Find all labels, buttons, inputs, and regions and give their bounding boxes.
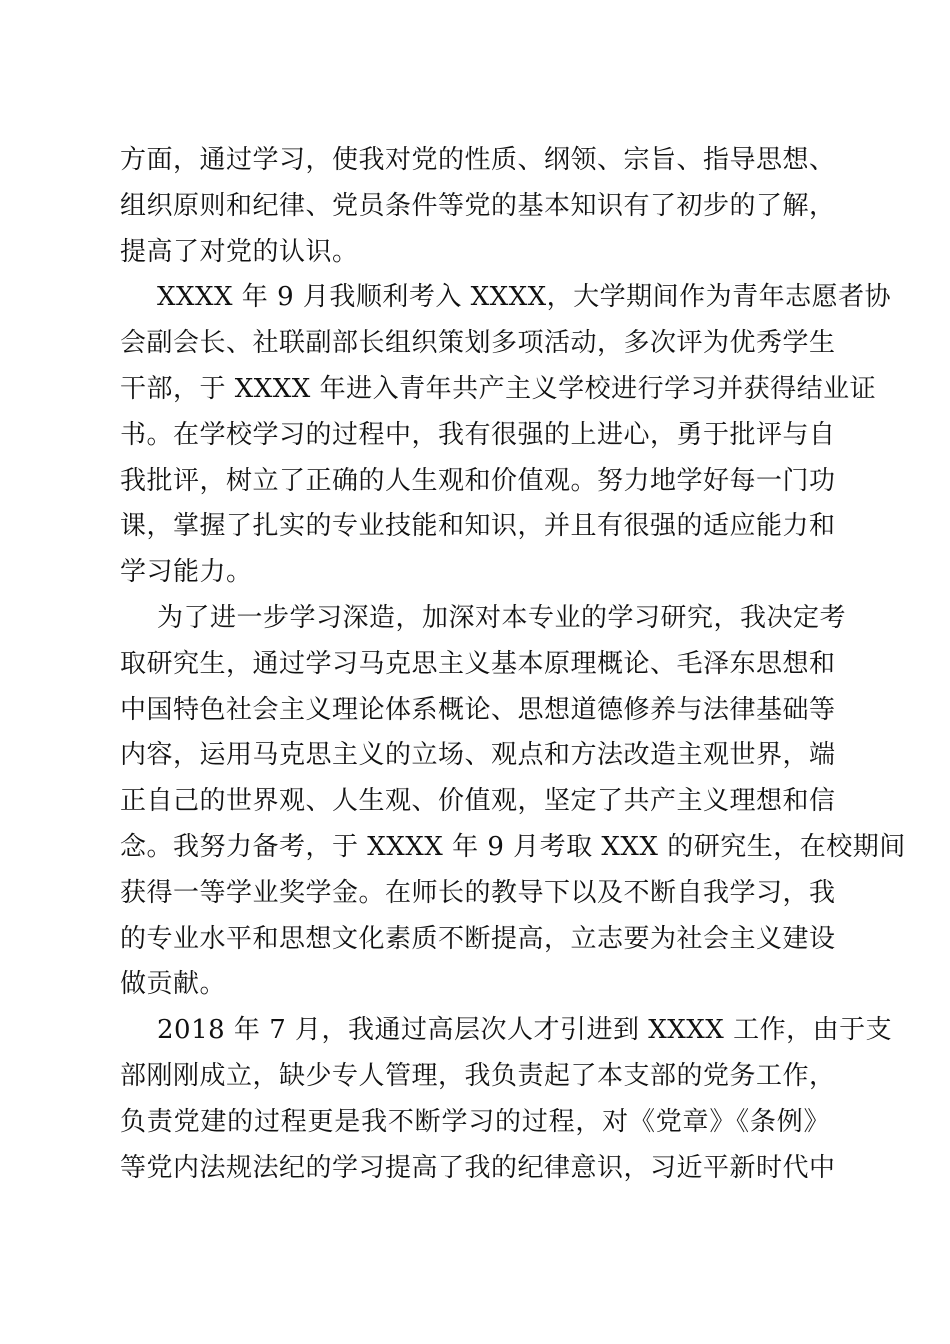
paragraph-3-line-8: 的专业水平和思想文化素质不断提高，立志要为社会主义建设: [120, 923, 836, 954]
paragraph-2-line-3: 干部，于 XXXX 年进入青年共产主义学校进行学习并获得结业证: [120, 373, 877, 404]
paragraph-1-line-2: 组织原则和纪律、党员条件等党的基本知识有了初步的了解，: [120, 190, 836, 221]
paragraph-3-line-4: 内容，运用马克思主义的立场、观点和方法改造主观世界，端: [120, 740, 836, 771]
paragraph-4-line-3: 负责党建的过程更是我不断学习的过程，对《党章》《条例》: [120, 1106, 830, 1137]
paragraph-3-line-3: 中国特色社会主义理论体系概论、思想道德修养与法律基础等: [120, 694, 836, 725]
paragraph-2-line-4: 书。在学校学习的过程中，我有很强的上进心，勇于批评与自: [120, 419, 836, 450]
paragraph-2-line-6: 课，掌握了扎实的专业技能和知识，并且有很强的适应能力和: [120, 511, 836, 542]
paragraph-2-line-5: 我批评，树立了正确的人生观和价值观。努力地学好每一门功: [120, 465, 836, 496]
paragraph-2-line-7: 学习能力。: [120, 557, 253, 588]
paragraph-4-line-4: 等党内法规法纪的学习提高了我的纪律意识，习近平新时代中: [120, 1152, 836, 1183]
paragraph-1-line-1: 方面，通过学习，使我对党的性质、纲领、宗旨、指导思想、: [120, 145, 836, 175]
paragraph-3-line-7: 获得一等学业奖学金。在师长的教导下以及不断自我学习，我: [120, 877, 836, 908]
paragraph-2-line-1: XXXX 年 9 月我顺利考入 XXXX，大学期间作为青年志愿者协: [157, 282, 892, 313]
paragraph-3-line-5: 正自己的世界观、人生观、价值观，坚定了共产主义理想和信: [120, 786, 836, 817]
paragraph-4-line-1: 2018 年 7 月，我通过高层次人才引进到 XXXX 工作，由于支: [157, 1015, 893, 1046]
document-body: [120, 138, 906, 1191]
paragraph-3-line-1: 为了进一步学习深造，加深对本专业的学习研究，我决定考: [157, 602, 847, 633]
paragraph-3-line-2: 取研究生，通过学习马克思主义基本原理概论、毛泽东思想和: [120, 648, 836, 679]
paragraph-2-line-2: 会副会长、社联副部长组织策划多项活动，多次评为优秀学生: [120, 328, 836, 359]
paragraph-3-line-6: 念。我努力备考，于 XXXX 年 9 月考取 XXX 的研究生，在校期间: [120, 831, 906, 862]
paragraph-1-line-3: 提高了对党的认识。: [120, 236, 359, 267]
paragraph-3-line-9: 做贡献。: [120, 969, 227, 1000]
paragraph-4-line-2: 部刚刚成立，缺少专人管理，我负责起了本支部的党务工作，: [120, 1060, 836, 1091]
